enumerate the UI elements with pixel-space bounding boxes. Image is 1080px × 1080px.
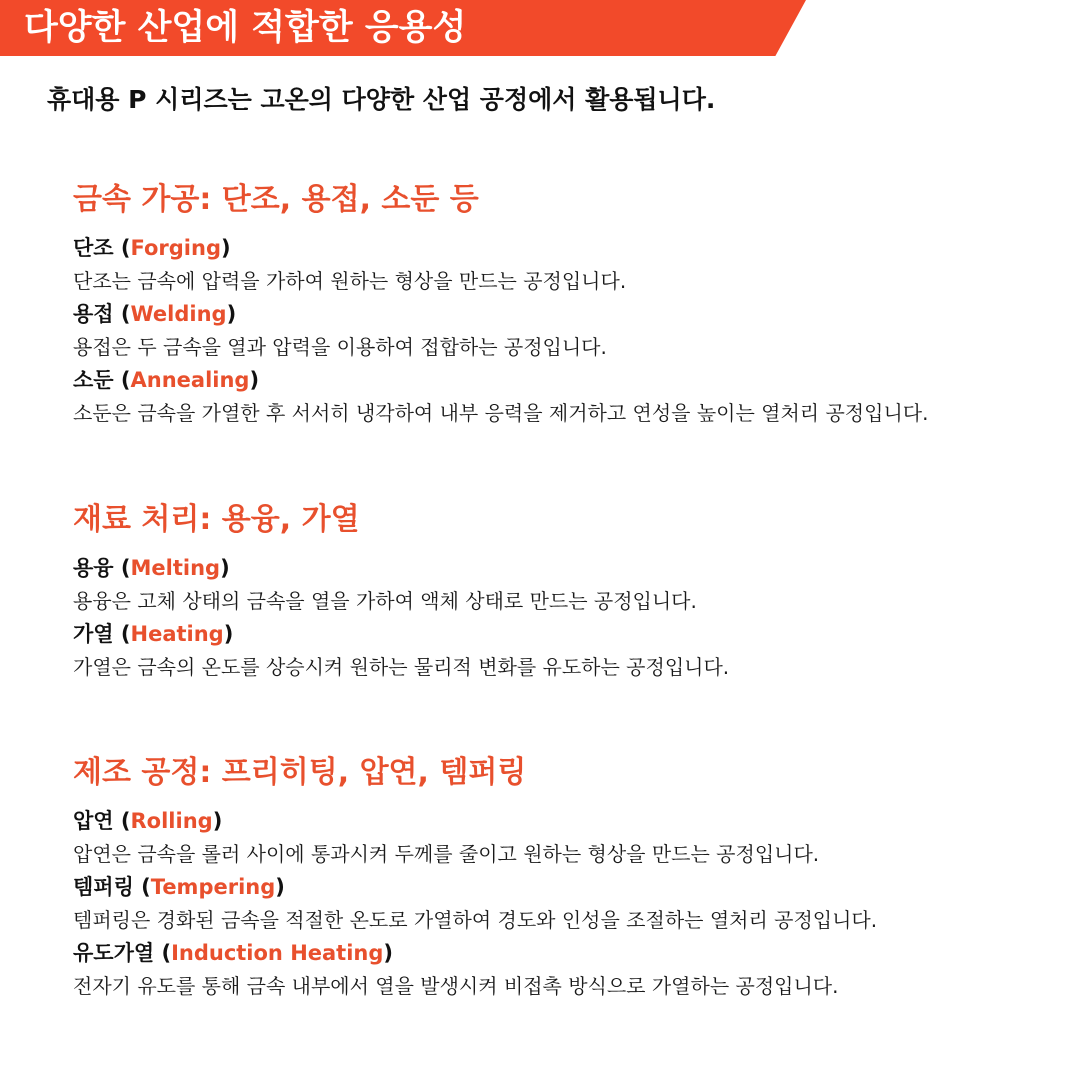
item-title-en: Welding — [130, 302, 227, 326]
item-title-ko: 템퍼링 — [73, 875, 134, 899]
item-title-en: Melting — [130, 556, 221, 580]
item-description: 가열은 금속의 온도를 상승시켜 원하는 물리적 변화를 유도하는 공정입니다. — [73, 655, 730, 679]
item-description: 단조는 금속에 압력을 가하여 원하는 형상을 만드는 공정입니다. — [73, 269, 627, 293]
item-description: 용융은 고체 상태의 금속을 열을 가하여 액체 상태로 만드는 공정입니다. — [73, 589, 697, 613]
page-subtitle: 휴대용 P 시리즈는 고온의 다양한 산업 공정에서 활용됩니다. — [47, 85, 716, 114]
item-description: 압연은 금속을 롤러 사이에 통과시켜 두께를 줄이고 원하는 형상을 만드는 공정입니다. — [73, 842, 820, 866]
item-title-ko: 압연 — [73, 809, 114, 833]
item-title-ko: 용융 — [73, 556, 114, 580]
item-title-tempering: 템퍼링 (Tempering) — [73, 875, 285, 899]
item-title-rolling: 압연 (Rolling) — [73, 809, 223, 833]
item-title-en: Tempering — [150, 875, 276, 899]
item-title-ko: 소둔 — [73, 368, 114, 392]
section-metal-processing — [73, 180, 1063, 430]
item-description: 소둔은 금속을 가열한 후 서서히 냉각하여 내부 응력을 제거하고 연성을 높이는 열처리 공정입니다. — [73, 401, 929, 425]
item-title-annealing: 소둔 (Annealing) — [73, 368, 260, 392]
item-title-welding: 용접 (Welding) — [73, 302, 237, 326]
item-title-ko: 가열 — [73, 622, 114, 646]
item-title-en: Annealing — [130, 368, 250, 392]
item-description: 용접은 두 금속을 열과 압력을 이용하여 접합하는 공정입니다. — [73, 335, 607, 359]
item-title-en: Induction Heating — [171, 941, 384, 965]
item-description: 템퍼링은 경화된 금속을 적절한 온도로 가열하여 경도와 인성을 조절하는 열처리 공정입니다. — [73, 908, 878, 932]
item-title-en: Heating — [130, 622, 224, 646]
item-title-forging: 단조 (Forging) — [73, 236, 231, 260]
section-material-processing — [73, 500, 1063, 684]
item-title-en: Forging — [130, 236, 221, 260]
section-manufacturing-process — [73, 753, 1063, 1003]
section-heading: 금속 가공: 단조, 용접, 소둔 등 — [73, 182, 479, 217]
item-title-en: Rolling — [130, 809, 213, 833]
page-title: 다양한 산업에 적합한 응용성 — [24, 8, 467, 48]
section-heading: 재료 처리: 용융, 가열 — [73, 502, 360, 537]
item-title-ko: 단조 — [73, 236, 114, 260]
item-title-melting: 용융 (Melting) — [73, 556, 230, 580]
item-title-ko: 유도가열 — [73, 941, 155, 965]
item-description: 전자기 유도를 통해 금속 내부에서 열을 발생시켜 비접촉 방식으로 가열하는 공정입니다. — [73, 974, 839, 998]
item-title-ko: 용접 — [73, 302, 114, 326]
item-title-induction-heating: 유도가열 (Induction Heating) — [73, 941, 394, 965]
section-heading: 제조 공정: 프리히팅, 압연, 템퍼링 — [73, 755, 527, 790]
item-title-heating: 가열 (Heating) — [73, 622, 234, 646]
